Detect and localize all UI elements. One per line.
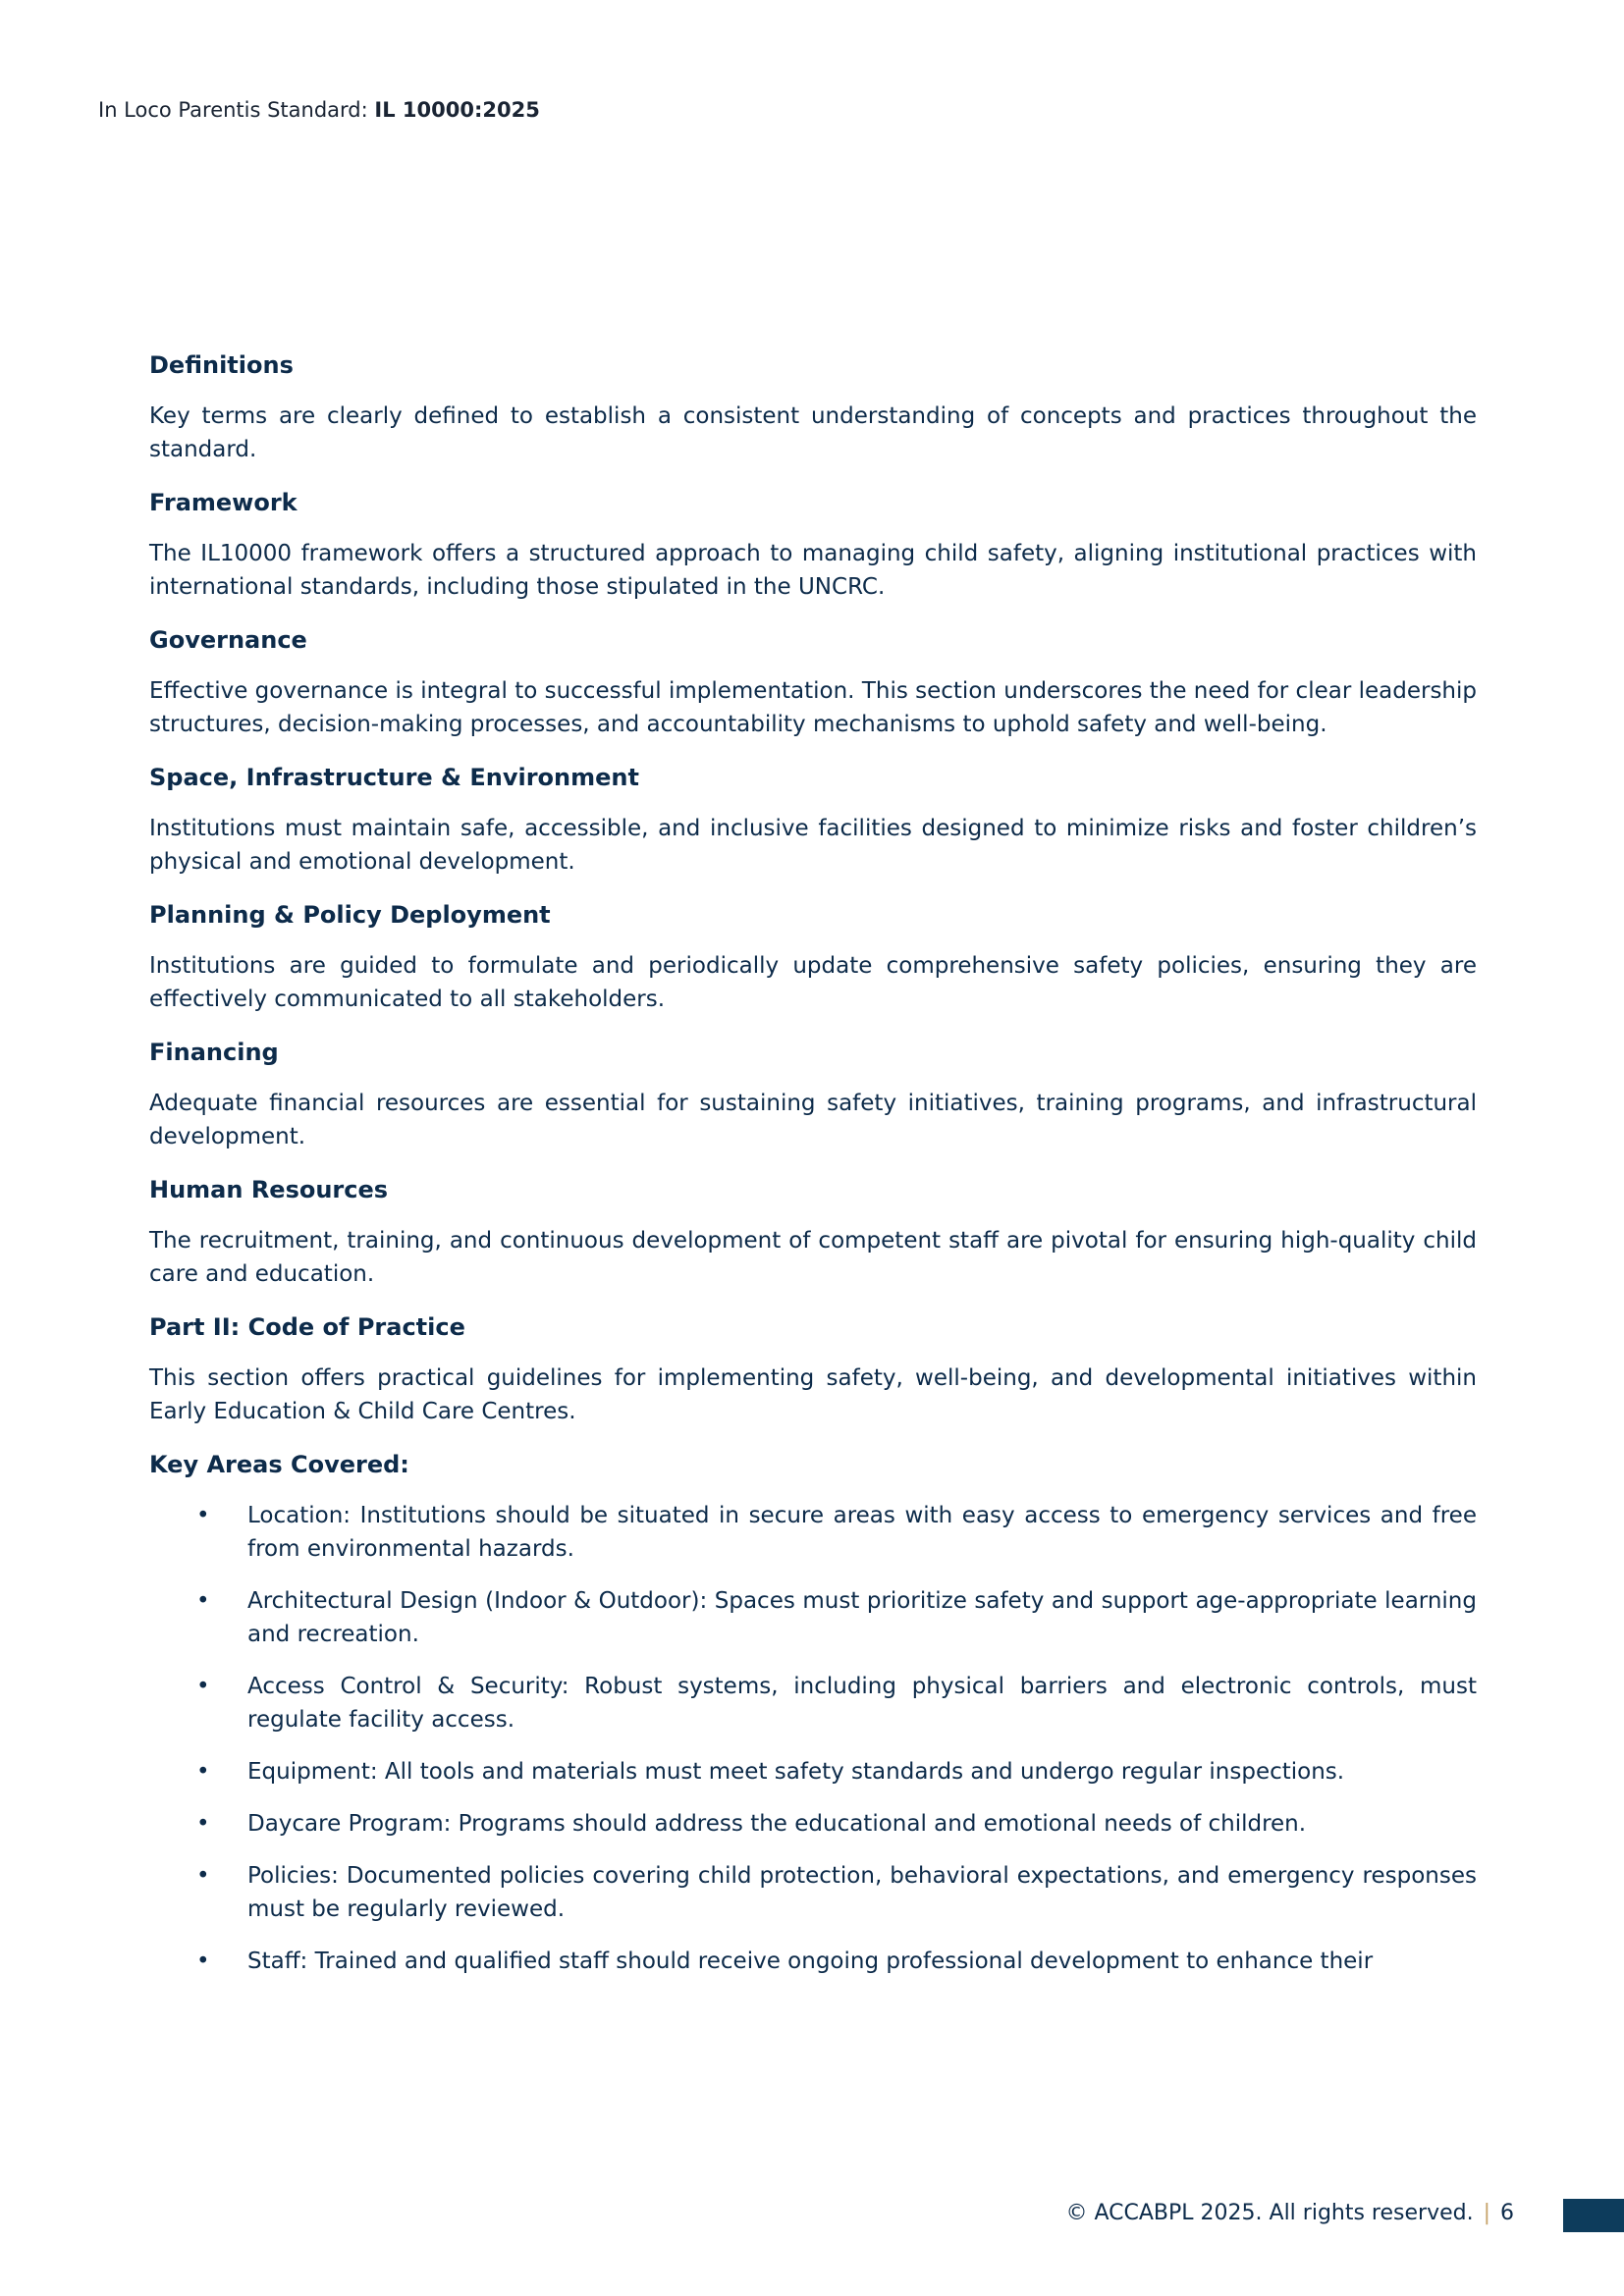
list-item-text: Staff: Trained and qualified staff should receive ongoing professional development to enhance their <box>247 1949 1374 1974</box>
footer-separator: | <box>1483 2201 1490 2225</box>
section-governance <box>149 623 1477 741</box>
standard-label: In Loco Parentis Standard: <box>98 98 375 122</box>
standard-code: IL 10000:2025 <box>374 98 540 122</box>
list-item-text: Architectural Design (Indoor & Outdoor): Spaces must prioritize safety and support age-appropriate learning and recreation. <box>247 1588 1477 1647</box>
section-body: This section offers practical guidelines for implementing safety, well-being, and developmental initiatives within Early Education & Child Care Centres. <box>149 1365 1477 1424</box>
section-framework <box>149 486 1477 604</box>
running-header <box>98 98 540 122</box>
list-item <box>149 1584 1477 1651</box>
section-heading: Financing <box>149 1039 279 1066</box>
section-heading: Human Resources <box>149 1176 389 1203</box>
key-areas-heading: Key Areas Covered: <box>149 1451 409 1478</box>
list-item <box>149 1945 1477 1978</box>
section-key-areas <box>149 1448 1477 1978</box>
page-content <box>149 348 1477 1997</box>
bullet-icon: • <box>196 1503 210 1528</box>
list-item <box>149 1670 1477 1736</box>
list-item-text: Location: Institutions should be situated in secure areas with easy access to emergency services and free from environmental hazards. <box>247 1503 1477 1562</box>
section-body: The recruitment, training, and continuous development of competent staff are pivotal for ensuring high-quality child care and education. <box>149 1228 1477 1287</box>
list-item-text: Daycare Program: Programs should address the educational and emotional needs of children. <box>247 1811 1307 1837</box>
bullet-icon: • <box>196 1674 210 1699</box>
section-body: Key terms are clearly defined to establish a consistent understanding of concepts and practices throughout the standard. <box>149 403 1477 462</box>
bullet-icon: • <box>196 1759 210 1785</box>
bullet-icon: • <box>196 1949 210 1974</box>
section-body: Institutions must maintain safe, accessible, and inclusive facilities designed to minimize risks and foster children’s physical and emotional development. <box>149 816 1477 875</box>
bullet-icon: • <box>196 1588 210 1614</box>
page-footer <box>1066 2201 1515 2225</box>
section-body: Adequate financial resources are essential for sustaining safety initiatives, training programs, and infrastructural development. <box>149 1091 1477 1149</box>
section-body: The IL10000 framework offers a structured approach to managing child safety, aligning institutional practices with international standards, including those stipulated in the UNCRC. <box>149 541 1477 600</box>
list-item-text: Policies: Documented policies covering child protection, behavioral expectations, and emergency responses must be regularly reviewed. <box>247 1863 1477 1922</box>
section-financing <box>149 1036 1477 1153</box>
list-item-text: Access Control & Security: Robust systems, including physical barriers and electronic controls, must regulate facility access. <box>247 1674 1477 1733</box>
section-body: Effective governance is integral to successful implementation. This section underscores the need for clear leadership structures, decision-making processes, and accountability mechanisms to uphold safety and well-being. <box>149 678 1477 737</box>
section-heading: Part II: Code of Practice <box>149 1313 465 1341</box>
section-heading: Planning & Policy Deployment <box>149 901 551 929</box>
section-space-infrastructure <box>149 761 1477 879</box>
list-item <box>149 1755 1477 1789</box>
section-heading: Framework <box>149 489 298 516</box>
page-number: 6 <box>1500 2201 1514 2225</box>
section-heading: Definitions <box>149 351 294 379</box>
section-code-of-practice <box>149 1310 1477 1428</box>
section-human-resources <box>149 1173 1477 1291</box>
section-definitions <box>149 348 1477 466</box>
key-areas-list <box>149 1499 1477 1978</box>
list-item <box>149 1499 1477 1566</box>
bullet-icon: • <box>196 1811 210 1837</box>
section-body: Institutions are guided to formulate and periodically update comprehensive safety policies, ensuring they are effectively communicated to all stakeholders. <box>149 953 1477 1012</box>
page-edge-tab <box>1563 2199 1624 2232</box>
section-heading: Space, Infrastructure & Environment <box>149 764 639 791</box>
bullet-icon: • <box>196 1863 210 1889</box>
section-planning-policy <box>149 898 1477 1016</box>
section-heading: Governance <box>149 626 307 654</box>
copyright-notice: © ACCABPL 2025. All rights reserved. <box>1065 2201 1474 2225</box>
list-item <box>149 1859 1477 1926</box>
list-item <box>149 1807 1477 1841</box>
list-item-text: Equipment: All tools and materials must meet safety standards and undergo regular inspections. <box>247 1759 1345 1785</box>
